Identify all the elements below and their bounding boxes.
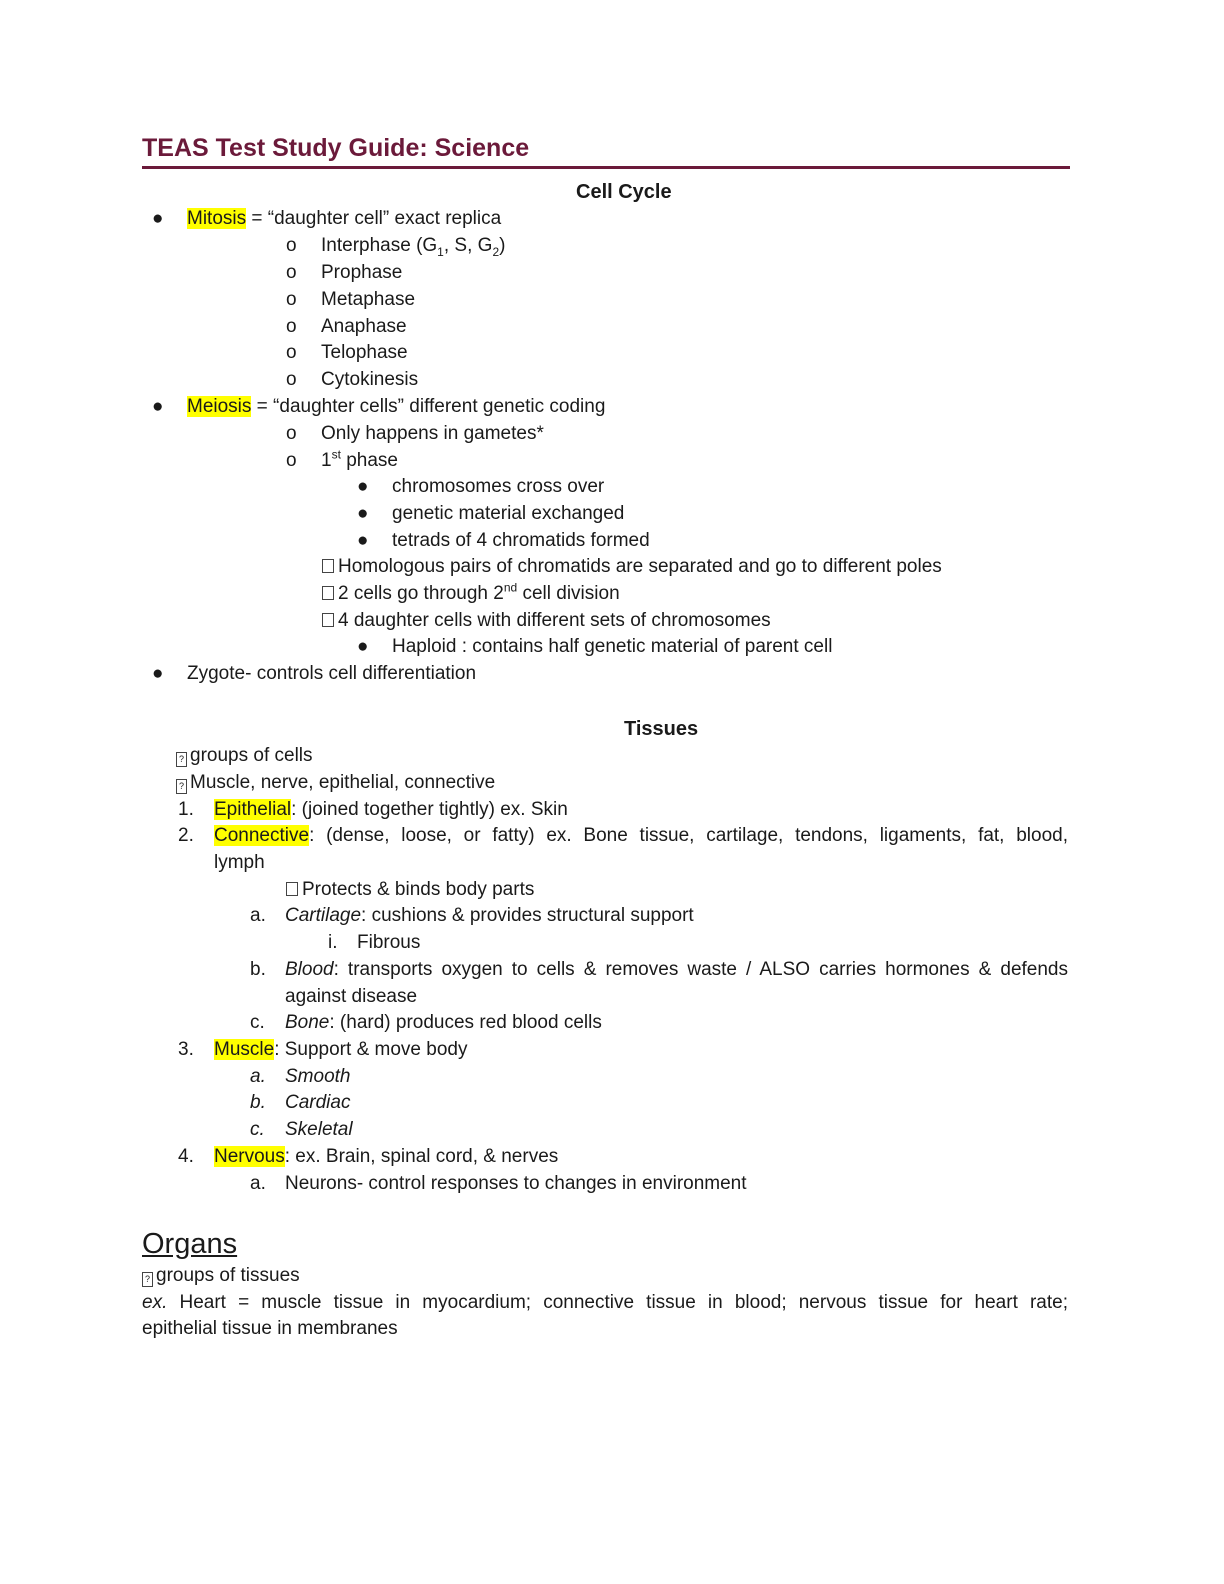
bullet-icon: ●	[152, 396, 164, 417]
tissues-intro-1: ? groups of cells	[176, 743, 313, 769]
connective-item-cont: lymph	[214, 852, 265, 873]
bullet-icon: ●	[357, 503, 369, 524]
arrow-glyph-icon	[322, 613, 334, 627]
tissues-intro-2: ? Muscle, nerve, epithelial, connective	[176, 770, 495, 796]
gametes-item: Only happens in gametes*	[321, 423, 544, 444]
circle-bullet-icon: o	[286, 235, 297, 256]
list-letter: b.	[250, 959, 266, 980]
mitosis-line	[187, 206, 501, 232]
connective-item: Connective: (dense, loose, or fatty) ex. Bone tissue, cartilage, tendons, ligaments, fat, blood,	[214, 825, 1068, 846]
blood-item: Blood: transports oxygen to cells & removes waste / ALSO carries hormones & defends	[285, 959, 1068, 980]
arrow-point-3: 4 daughter cells with different sets of chromosomes	[322, 608, 771, 634]
meiosis-term: Meiosis	[187, 396, 252, 417]
arrow-glyph-icon	[322, 559, 334, 573]
mitosis-desc: = “daughter cell” exact replica	[246, 208, 502, 229]
zygote-line: Zygote- controls cell differentiation	[187, 663, 477, 684]
tissues-heading: Tissues	[624, 718, 699, 740]
arrow-glyph-icon	[286, 882, 298, 896]
bullet-icon: ●	[152, 663, 164, 684]
cell-cycle-heading: Cell Cycle	[576, 181, 672, 203]
skeletal-item: Skeletal	[285, 1119, 353, 1140]
smooth-item: Smooth	[285, 1066, 351, 1087]
list-number: 3.	[178, 1039, 194, 1060]
circle-bullet-icon: o	[286, 342, 297, 363]
list-letter: b.	[250, 1092, 266, 1113]
circle-bullet-icon: o	[286, 423, 297, 444]
title-underline	[142, 166, 1070, 169]
organs-heading: Organs	[142, 1228, 238, 1260]
bullet-icon: ●	[152, 208, 164, 229]
cartilage-item: Cartilage: cushions & provides structural support	[285, 905, 694, 926]
missing-glyph-icon: ?	[142, 1272, 153, 1287]
muscle-item: Muscle: Support & move body	[214, 1039, 468, 1060]
sub-point: genetic material exchanged	[392, 503, 625, 524]
list-letter: a.	[250, 1066, 266, 1087]
arrow-point-1: Homologous pairs of chromatids are separated and go to different poles	[322, 554, 942, 580]
cardiac-item: Cardiac	[285, 1092, 351, 1113]
circle-bullet-icon: o	[286, 262, 297, 283]
list-number: 2.	[178, 825, 194, 846]
circle-bullet-icon: o	[286, 289, 297, 310]
list-letter: a.	[250, 1173, 266, 1194]
bullet-icon: ●	[357, 636, 369, 657]
list-letter: a.	[250, 905, 266, 926]
list-roman: i.	[328, 932, 338, 953]
sub-point: tetrads of 4 chromatids formed	[392, 530, 650, 551]
prophase-item: Prophase	[321, 262, 403, 283]
anaphase-item: Anaphase	[321, 316, 407, 337]
list-letter: c.	[250, 1012, 265, 1033]
interphase-item: Interphase ($G_1$, S, $G_2$)	[321, 235, 506, 259]
metaphase-item: Metaphase	[321, 289, 416, 310]
missing-glyph-icon: ?	[176, 752, 187, 767]
fibrous-item: Fibrous	[357, 932, 421, 953]
page-title: TEAS Test Study Guide: Science	[142, 134, 530, 162]
meiosis-line	[187, 394, 605, 420]
organs-intro: ? groups of tissues	[142, 1263, 300, 1289]
list-number: 1.	[178, 799, 194, 820]
arrow-glyph-icon	[322, 586, 334, 600]
meiosis-desc: = “daughter cells” different genetic coding	[251, 396, 606, 417]
epithelial-item: Epithelial: (joined together tightly) ex. Skin	[214, 799, 568, 820]
first-phase-item: 1st phase	[321, 447, 398, 471]
bullet-icon: ●	[357, 476, 369, 497]
arrow-point-2: 2 cells go through 2nd cell division	[322, 581, 620, 607]
circle-bullet-icon: o	[286, 450, 297, 471]
missing-glyph-icon: ?	[176, 779, 187, 794]
protects-item: Protects & binds body parts	[286, 877, 534, 903]
haploid-item: Haploid : contains half genetic material of parent cell	[392, 636, 833, 657]
list-number: 4.	[178, 1146, 194, 1167]
mitosis-term: Mitosis	[187, 208, 247, 229]
cytokinesis-item: Cytokinesis	[321, 369, 419, 390]
blood-item-cont: against disease	[285, 986, 418, 1007]
bone-item: Bone: (hard) produces red blood cells	[285, 1012, 602, 1033]
neurons-item: Neurons- control responses to changes in environment	[285, 1173, 747, 1194]
telophase-item: Telophase	[321, 342, 408, 363]
sub-point: chromosomes cross over	[392, 476, 605, 497]
circle-bullet-icon: o	[286, 316, 297, 337]
nervous-item: Nervous: ex. Brain, spinal cord, & nerves	[214, 1146, 559, 1167]
bullet-icon: ●	[357, 530, 369, 551]
organs-example-cont: epithelial tissue in membranes	[142, 1318, 398, 1339]
organs-example: ex. Heart = muscle tissue in myocardium; connective tissue in blood; nervous tissue for heart rate;	[142, 1292, 1068, 1313]
list-letter: c.	[250, 1119, 265, 1140]
circle-bullet-icon: o	[286, 369, 297, 390]
